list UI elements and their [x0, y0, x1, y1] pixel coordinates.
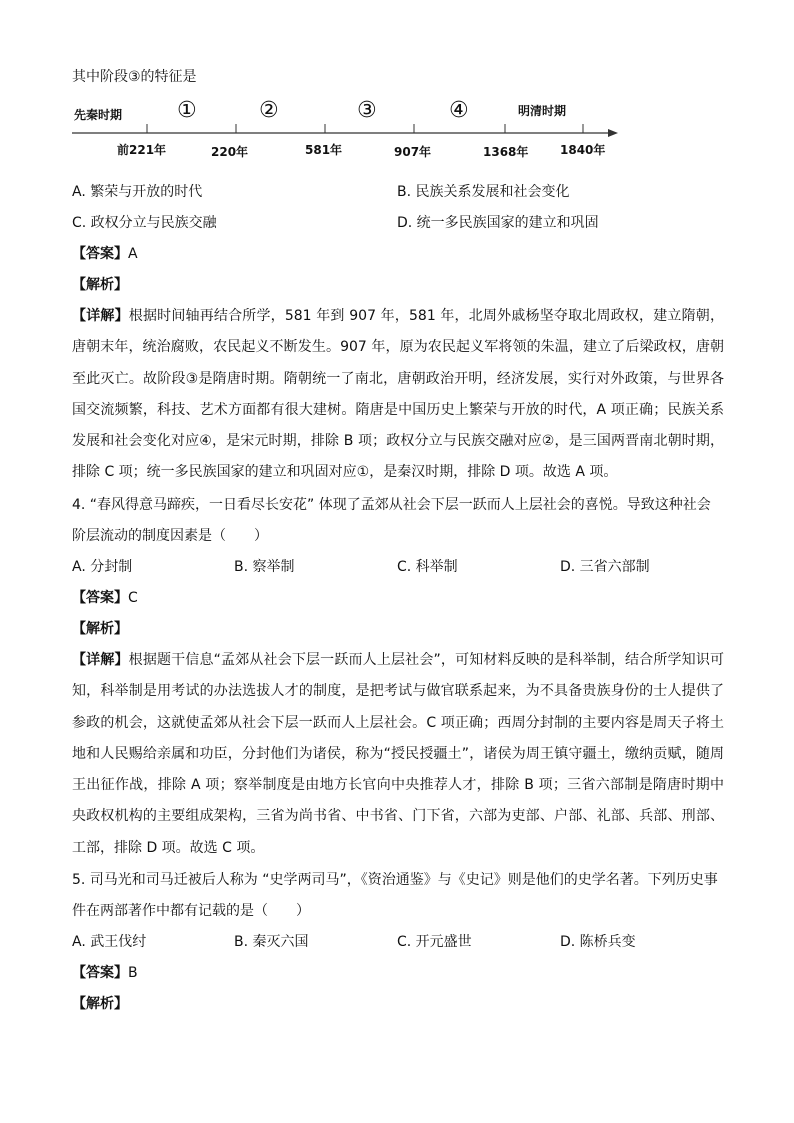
q5-analysis-tag — [72, 995, 128, 1013]
analysis-tag: 【解析】 — [72, 621, 128, 637]
q5-stem-line-1: 5. 司马光和司马迁被后人称为 “史学两司马”，《资治通鉴》与《史记》则是他们的史学名著。下列历史事 — [72, 872, 718, 888]
timeline-tick-2: 220年 — [211, 145, 249, 159]
answer-tag: 【答案】 — [72, 246, 128, 262]
analysis-tag: 【解析】 — [72, 277, 128, 293]
q5-option-b: B. 秦灭六国 — [234, 934, 309, 950]
detail-tag: 【详解】 — [72, 652, 129, 668]
q4-detail — [72, 645, 724, 864]
q4-detail-text: 根据题干信息“孟郊从社会下层一跃而人上层社会”，可知材料反映的是科举制，结合所学知识可知，科举制是用考试的办法选拔人才的制度，是把考试与做官联系起来，为不具备贵族身份的士人提供了参政的机会，这就使孟郊从社会下层一跃而人上层社会。C 项正确；西周分封制的主要内容是周天子将土地和人民赐给亲属和功臣，分封他们为诸侯，称为“授民授疆土”，诸侯为周王镇守疆土，缴纳贡赋，随周王出征作战，排除 A 项；察举制度是由地方长官向中央推荐人才，排除 B 项；三省六部制是隋唐时期中央政权机构的主要组成架构，三省为尚书省、中书省、门下省，六部为吏部、户部、礼部、兵部、刑部、工部，排除 D 项。故选 C 项。 — [72, 652, 724, 856]
q4-option-b: B. 察举制 — [234, 559, 295, 575]
timeline-stage-4: ④ — [449, 98, 469, 123]
q4-analysis-tag — [72, 620, 128, 638]
timeline-stage-3: ③ — [357, 98, 377, 123]
q5-option-a: A. 武王伐纣 — [72, 934, 147, 950]
q5-answer-line — [72, 964, 138, 982]
q3-stem: 其中阶段③的特征是 — [72, 69, 197, 85]
timeline-tick-4: 907年 — [394, 145, 432, 159]
q3-detail-text: 根据时间轴再结合所学，581 年到 907 年，581 年，北周外戚杨坚夺取北周政权，建立隋朝，唐朝末年，统治腐败，农民起义不断发生。907 年，原为农民起义军将领的朱温，建立了后梁政权，唐朝至此灭亡。故阶段③是隋唐时期。隋朝统一了南北，唐朝政治开明，经济发展，实行对外政策，与世界各国交流频繁，科技、艺术方面都有很大建树。隋唐是中国历史上繁荣与开放的时代，A 项正确；民族关系发展和社会变化对应④，是宋元时期，排除 B 项；政权分立与民族交融对应②，是三国两晋南北朝时期，排除 C 项；统一多民族国家的建立和巩固对应①，是秦汉时期，排除 D 项。故选 A 项。 — [72, 308, 724, 481]
q3-analysis-tag — [72, 276, 128, 294]
detail-tag: 【详解】 — [72, 308, 129, 324]
q3-answer: A — [128, 246, 138, 262]
analysis-tag: 【解析】 — [72, 996, 128, 1012]
timeline-figure — [0, 0, 794, 170]
timeline-tick-6: 1840年 — [560, 143, 606, 157]
q4-option-c: C. 科举制 — [397, 559, 458, 575]
answer-tag: 【答案】 — [72, 965, 128, 981]
q4-option-d: D. 三省六部制 — [560, 559, 650, 575]
timeline-end-label: 明清时期 — [518, 104, 567, 118]
timeline-tick-5: 1368年 — [483, 145, 529, 159]
q4-answer: C — [128, 590, 138, 606]
q5-stem-line-2: 件在两部著作中都有记载的是（ ） — [72, 903, 310, 919]
q4-stem-line-2: 阶层流动的制度因素是（ ） — [72, 528, 268, 544]
q3-option-c: C. 政权分立与民族交融 — [72, 215, 217, 231]
timeline-start-label: 先秦时期 — [74, 108, 123, 122]
q3-option-a: A. 繁荣与开放的时代 — [72, 184, 203, 200]
q3-option-b: B. 民族关系发展和社会变化 — [397, 184, 570, 200]
q5-answer: B — [128, 965, 138, 981]
q3-detail — [72, 301, 724, 489]
q5-option-d: D. 陈桥兵变 — [560, 934, 636, 950]
timeline-stage-1: ① — [177, 98, 197, 123]
q3-answer-line — [72, 245, 138, 263]
timeline-tick-3: 581年 — [305, 143, 343, 157]
answer-tag: 【答案】 — [72, 590, 128, 606]
q4-option-a: A. 分封制 — [72, 559, 133, 575]
q4-answer-line — [72, 589, 138, 607]
q4-stem-line-1: 4. “春风得意马蹄疾，一日看尽长安花” 体现了孟郊从社会下层一跃而人上层社会的喜悦。导致这种社会 — [72, 497, 711, 513]
timeline-tick-1: 前221年 — [117, 143, 167, 157]
timeline-stage-2: ② — [259, 98, 279, 123]
q5-option-c: C. 开元盛世 — [397, 934, 472, 950]
q3-option-d: D. 统一多民族国家的建立和巩固 — [397, 215, 599, 231]
